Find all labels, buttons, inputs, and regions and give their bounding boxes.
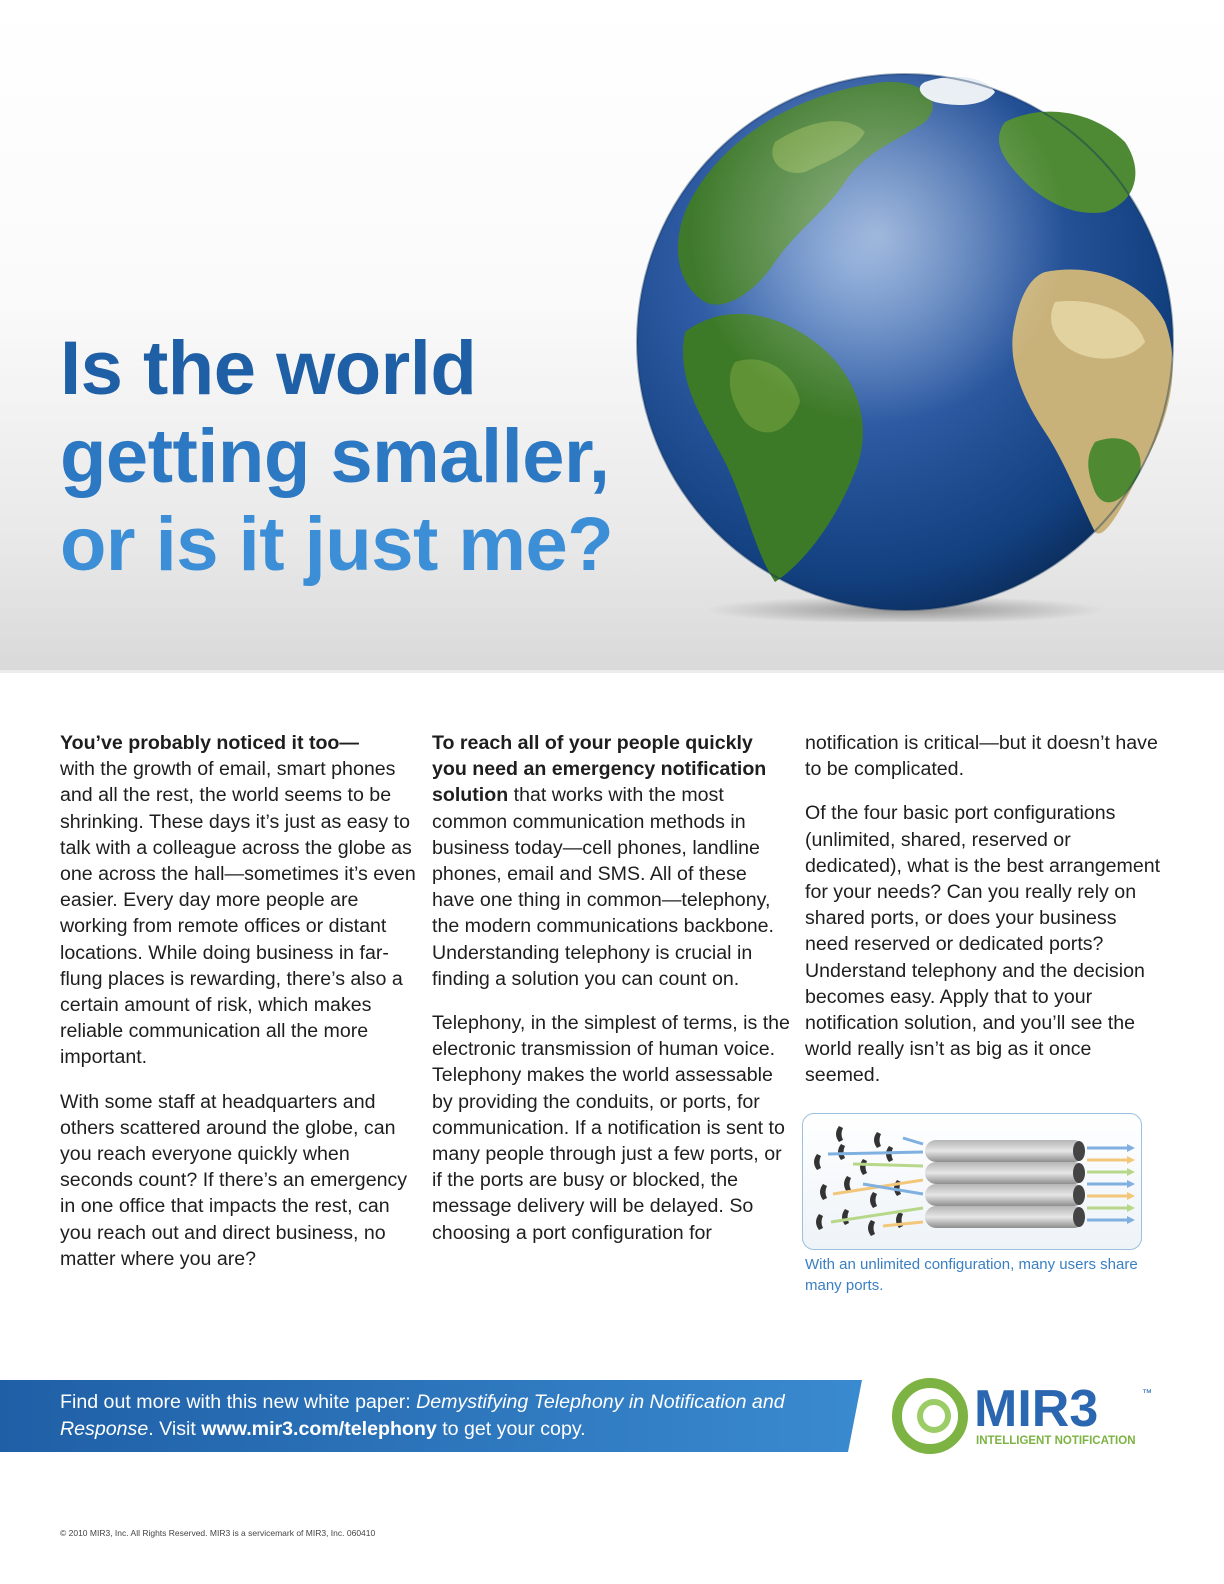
output-arrows — [1087, 1148, 1127, 1220]
port-configuration-diagram — [802, 1113, 1142, 1250]
column2-paragraph-1 — [432, 730, 792, 992]
column3-paragraph-2: Of the four basic port configurations (unlimited, shared, reserved or dedicated), what is the best arrangement for your needs? Can you really rely on shared ports, or does your business need reserved or dedicated ports? Understand telephony and the decision becomes easy. Apply that to your notification solution, and you’ll see the world really isn’t as big as it once seemed. — [805, 802, 1161, 1087]
headline — [60, 325, 613, 589]
column1-paragraph-1-text: with the growth of email, smart phones and all the rest, the world seems to be shrinking. These days it’s just as easy to talk with a colleague across the globe as one across the hall—sometimes it’s even easier. Every day more people are working from remote offices or distant locations. While doing business in far-flung places is rewarding, there’s also a certain amount of risk, which makes reliable communication all the more important. — [60, 758, 416, 1069]
logo-trademark: ™ — [1142, 1388, 1152, 1399]
body-column-1 — [60, 730, 420, 1290]
banner-prefix: Find out more with this new white paper: — [60, 1391, 417, 1413]
banner-suffix: to get your copy. — [436, 1418, 586, 1440]
call-to-action-text — [60, 1389, 840, 1443]
body-column-3 — [805, 730, 1165, 1107]
globe-image — [625, 62, 1185, 622]
hero-banner — [0, 0, 1224, 672]
column1-paragraph-2: With some staff at headquarters and others scattered around the globe, can you reach everyone quickly when seconds count? If there’s an emergency in one office that impacts the rest, can you reach out and direct business, no matter where you are? — [60, 1090, 408, 1270]
mir3-logo — [890, 1374, 1160, 1458]
column2-lead-in: To reach all of your people quickly you need an emergency notification solution — [432, 732, 767, 807]
column2-paragraph-2: Telephony, in the simplest of terms, is the electronic transmission of human voice. Telephony makes the world assessable by providing the conduits, or ports, for communication. If a notification is sent to many people through just a few ports, or if the ports are busy or blocked, the message delivery will be delayed. So choosing a port configuration for — [432, 1012, 790, 1244]
column1-paragraph-1 — [60, 730, 420, 1071]
telephony-ports-illustration — [803, 1114, 1141, 1249]
mir3-logo-mark — [890, 1374, 1160, 1458]
column3-paragraph-1: notification is critical—but it doesn’t have to be complicated. — [805, 732, 1158, 781]
headline-line-1: Is the world — [60, 326, 477, 411]
column2-paragraph-1-text: that works with the most common communication methods in business today—cell phones, landline phones, email and SMS. All of these have one thing in common—telephony, the modern communications backbone. Understanding telephony is crucial in finding a solution you can count on. — [432, 784, 774, 990]
port-pipes — [925, 1140, 1085, 1228]
phone-icons — [814, 1126, 903, 1236]
headline-line-2: getting smaller, — [60, 414, 610, 499]
logo-tagline: INTELLIGENT NOTIFICATION — [976, 1435, 1136, 1447]
hero-divider — [0, 670, 1224, 673]
website-link[interactable]: www.mir3.com/telephony — [201, 1418, 437, 1440]
banner-mid: . Visit — [148, 1418, 202, 1440]
copyright-notice: © 2010 MIR3, Inc. All Rights Reserved. MIR3 is a servicemark of MIR3, Inc. 060410 — [60, 1528, 376, 1538]
white-paper-title: Demystifying Telephony in Notification and Response — [60, 1391, 785, 1440]
logo-wordmark: MIR3 — [974, 1380, 1099, 1438]
column1-lead-in: You’ve probably noticed it too— — [60, 732, 359, 754]
diagram-caption: With an unlimited configuration, many users share many ports. — [805, 1256, 1138, 1294]
headline-line-3: or is it just me? — [60, 502, 614, 587]
body-column-2 — [432, 730, 792, 1264]
